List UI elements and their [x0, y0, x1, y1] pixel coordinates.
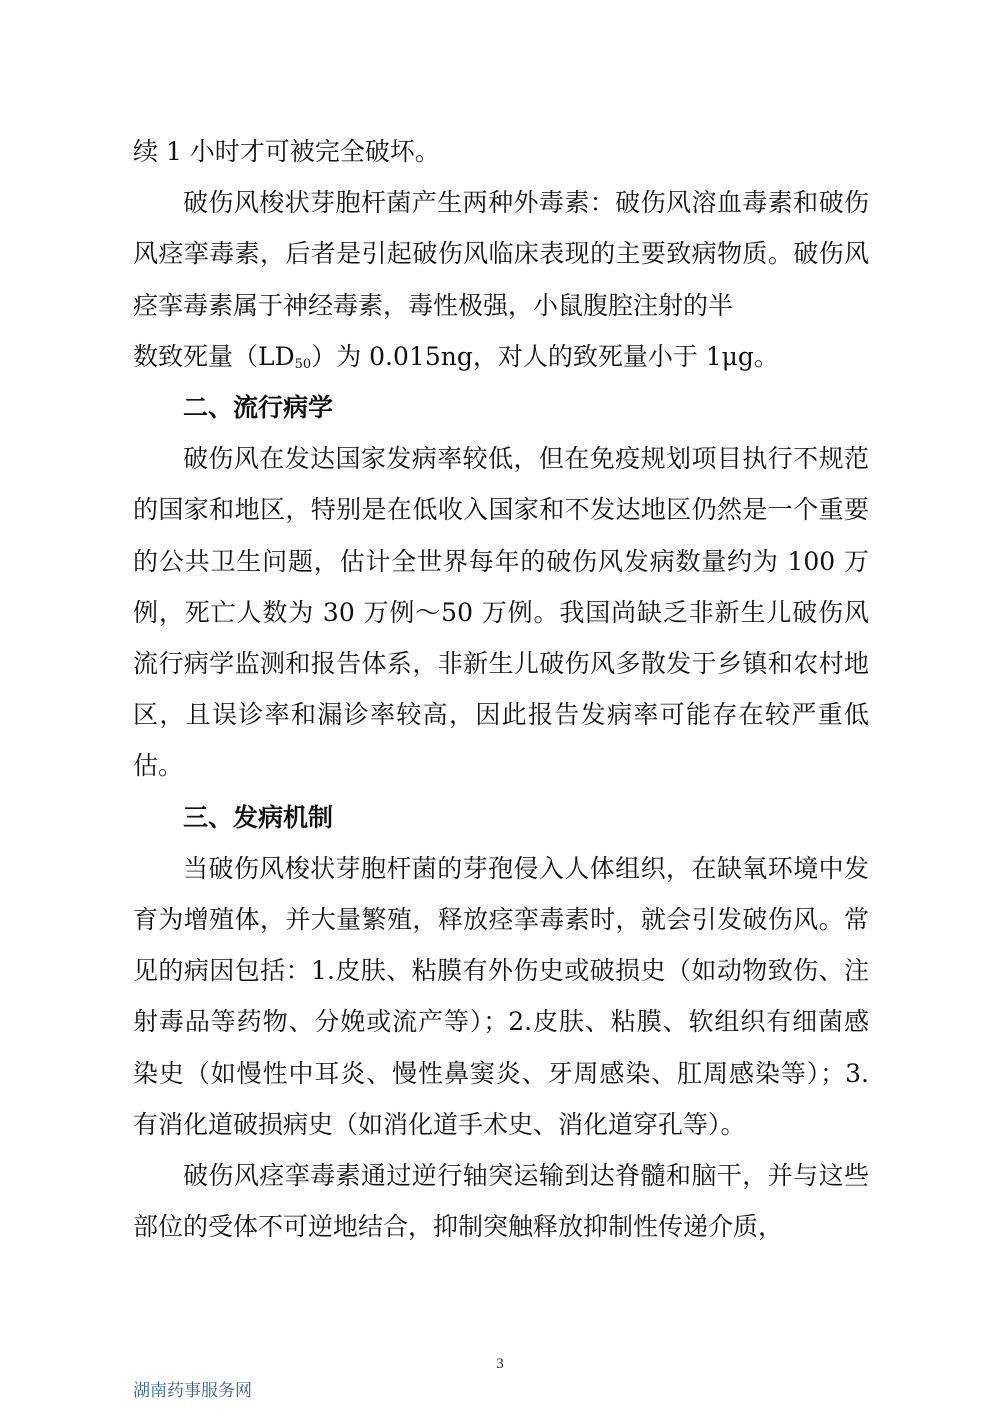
ld50-subscript: 50	[294, 356, 312, 372]
ld50-text-after: ）为 0.015ng，对人的致死量小于 1μg。	[311, 341, 779, 371]
heading-pathogenesis: 三、发病机制	[183, 802, 334, 832]
paragraph-exotoxins: 破伤风梭状芽胞杆菌产生两种外毒素：破伤风溶血毒素和破伤风痉挛毒素，后者是引起破伤风临床表现的主要致病物质。破伤风痉挛毒素属于神经毒素，毒性极强，小鼠腹腔注射的半	[133, 188, 869, 320]
ld50-text-before: 数致死量（LD	[133, 341, 295, 371]
paragraph-continuation: 续 1 小时才可被完全破坏。	[133, 137, 440, 166]
paragraph-epidemiology: 破伤风在发达国家发病率较低，但在免疫规划项目执行不规范的国家和地区，特别是在低收入国家和不发达地区仍然是一个重要的公共卫生问题，估计全世界每年的破伤风发病数量约为 100 万例，死亡人数为 30 万例～50 万例。我国尚缺乏非新生儿破伤风流行病学监测和报告体系，非新生儿破伤风多散发于乡镇和农村地区，且误诊率和漏诊率较高，因此报告发病率可能存在较严重低估。	[133, 444, 869, 781]
paragraph-ld50	[133, 331, 869, 382]
heading-epidemiology: 二、流行病学	[183, 393, 334, 423]
watermark-text: 湖南药事服务网	[133, 1381, 252, 1401]
body-text	[133, 126, 869, 1252]
paragraph-toxin-mechanism: 破伤风痉挛毒素通过逆行轴突运输到达脊髓和脑干，并与这些部位的受体不可逆地结合，抑制突触释放抑制性传递介质，	[133, 1161, 869, 1242]
page-number: 3	[496, 1356, 504, 1372]
paragraph-pathogenesis: 当破伤风梭状芽胞杆菌的芽孢侵入人体组织，在缺氧环境中发育为增殖体，并大量繁殖，释放痉挛毒素时，就会引发破伤风。常见的病因包括：1.皮肤、粘膜有外伤史或破损史（如动物致伤、注射毒品等药物、分娩或流产等）；2.皮肤、粘膜、软组织有细菌感染史（如慢性中耳炎、慢性鼻窦炎、牙周感染、肛周感染等）；3.有消化道破损病史（如消化道手术史、消化道穿孔等）。	[133, 853, 869, 1139]
